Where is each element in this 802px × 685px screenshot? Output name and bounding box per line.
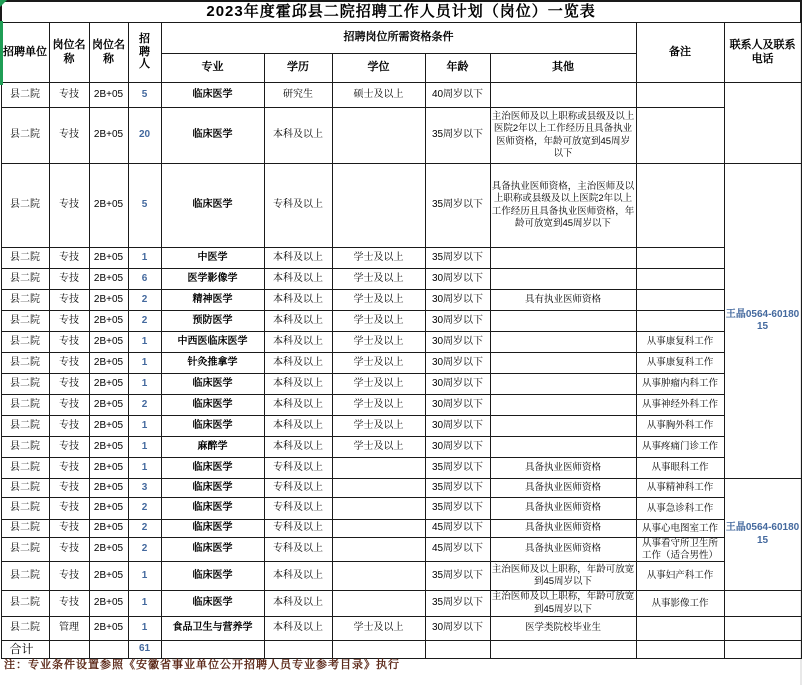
col-header-age: 年龄 xyxy=(425,54,490,83)
table-row xyxy=(1,538,801,562)
cell-post-type: 专技 xyxy=(49,498,89,520)
cell-count: 1 xyxy=(128,374,161,395)
cell-count: 5 xyxy=(128,83,161,108)
total-empty-cell xyxy=(89,640,128,658)
cell-degree: 学士及以上 xyxy=(332,353,425,374)
cell-other: 具备执业医师资格 xyxy=(490,458,636,479)
cell-degree: 学士及以上 xyxy=(332,290,425,311)
cell-education: 本科及以上 xyxy=(264,616,332,640)
cell-major: 临床医学 xyxy=(161,479,264,498)
page-title: 2023年度霍邱县二院招聘工作人员计划（岗位）一览表 xyxy=(1,1,801,23)
cell-post-type: 专技 xyxy=(49,248,89,269)
cell-other: 主治医师及以上职称，年龄可放宽到45周岁以下 xyxy=(491,591,635,615)
cell-other xyxy=(490,395,636,416)
cell-age: 35周岁以下 xyxy=(425,458,490,479)
cell-post-type: 专技 xyxy=(49,353,89,374)
cell-education: 本科及以上 xyxy=(264,108,332,164)
cell-count: 2 xyxy=(128,290,161,311)
cell-major: 麻醉学 xyxy=(161,437,264,458)
col-header-post-name: 岗位名称 xyxy=(49,23,89,83)
cell-education: 研究生 xyxy=(264,83,332,108)
cell-education: 本科及以上 xyxy=(264,591,332,617)
cell-count: 1 xyxy=(128,248,161,269)
table-row xyxy=(1,290,801,311)
table-row xyxy=(1,248,801,269)
cell-unit: 县二院 xyxy=(1,269,49,290)
cell-post-type: 专技 xyxy=(49,164,89,248)
cell-major: 临床医学 xyxy=(161,108,264,164)
cell-remark: 从事眼科工作 xyxy=(636,458,724,479)
cell-major: 临床医学 xyxy=(161,520,264,538)
cell-remark xyxy=(636,248,724,269)
cell-post-code: 2B+05 xyxy=(89,83,128,108)
cell-education: 专科及以上 xyxy=(264,458,332,479)
cell-unit: 县二院 xyxy=(1,498,49,520)
cell-age: 30周岁以下 xyxy=(425,374,490,395)
cell-age: 30周岁以下 xyxy=(425,437,490,458)
cell-other: 具有执业医师资格 xyxy=(490,290,636,311)
cell-count: 2 xyxy=(128,538,161,562)
cell-post-code: 2B+05 xyxy=(89,332,128,353)
cell-major: 临床医学 xyxy=(161,498,264,520)
cell-count: 1 xyxy=(128,562,161,591)
cell-education: 专科及以上 xyxy=(264,164,332,248)
cell-post-type: 专技 xyxy=(49,290,89,311)
cell-age: 30周岁以下 xyxy=(425,332,490,353)
cell-count: 2 xyxy=(128,498,161,520)
cell-post-code: 2B+05 xyxy=(89,562,128,591)
cell-post-code: 2B+05 xyxy=(89,311,128,332)
total-count: 61 xyxy=(128,640,161,658)
cell-unit: 县二院 xyxy=(1,616,49,640)
cell-age: 30周岁以下 xyxy=(425,290,490,311)
cell-remark: 从事肿瘤内科工作 xyxy=(636,374,724,395)
cell-other xyxy=(490,83,636,108)
col-header-unit: 招聘单位 xyxy=(1,23,49,83)
total-empty-cell xyxy=(161,640,264,658)
col-header-degree: 学位 xyxy=(332,54,425,83)
cell-major: 中西医临床医学 xyxy=(161,332,264,353)
cell-unit: 县二院 xyxy=(1,374,49,395)
cell-post-type: 专技 xyxy=(49,374,89,395)
cell-degree xyxy=(332,538,425,562)
cell-post-code: 2B+05 xyxy=(89,616,128,640)
cell-post-type: 专技 xyxy=(49,311,89,332)
cell-major: 食品卫生与营养学 xyxy=(161,616,264,640)
cell-degree xyxy=(332,498,425,520)
cell-other xyxy=(490,269,636,290)
cell-remark: 从事妇产科工作 xyxy=(636,562,724,591)
table-row xyxy=(1,591,801,617)
cell-unit: 县二院 xyxy=(1,290,49,311)
cell-major: 针灸推拿学 xyxy=(161,353,264,374)
cell-education: 本科及以上 xyxy=(264,353,332,374)
cell-other xyxy=(490,332,636,353)
cell-education: 本科及以上 xyxy=(264,395,332,416)
sheet-left-marker xyxy=(0,21,3,85)
cell-remark xyxy=(636,269,724,290)
cell-age: 35周岁以下 xyxy=(425,108,490,164)
col-header-education: 学历 xyxy=(264,54,332,83)
cell-remark: 从事影像工作 xyxy=(636,591,724,617)
cell-count: 6 xyxy=(128,269,161,290)
total-row xyxy=(1,640,801,658)
cell-major: 临床医学 xyxy=(161,416,264,437)
cell-post-type: 专技 xyxy=(49,395,89,416)
cell-count: 1 xyxy=(128,416,161,437)
table-row xyxy=(1,616,801,640)
cell-unit: 县二院 xyxy=(1,332,49,353)
cell-age: 30周岁以下 xyxy=(425,269,490,290)
cell-unit: 县二院 xyxy=(1,311,49,332)
cell-other xyxy=(490,374,636,395)
cell-remark: 从事精神科工作 xyxy=(636,479,724,498)
cell-degree: 学士及以上 xyxy=(332,395,425,416)
cell-post-type: 专技 xyxy=(49,479,89,498)
cell-count: 2 xyxy=(128,311,161,332)
cell-major: 临床医学 xyxy=(161,374,264,395)
cell-other xyxy=(490,248,636,269)
cell-unit: 县二院 xyxy=(1,591,49,617)
cell-post-code: 2B+05 xyxy=(89,498,128,520)
cell-age: 35周岁以下 xyxy=(425,248,490,269)
cell-post-code: 2B+05 xyxy=(89,479,128,498)
cell-major: 临床医学 xyxy=(161,591,264,617)
cell-remark: 从事心电图室工作 xyxy=(636,520,724,538)
total-label: 合计 xyxy=(1,640,49,658)
cell-unit: 县二院 xyxy=(1,416,49,437)
cell-post-code: 2B+05 xyxy=(89,458,128,479)
cell-post-type: 管理 xyxy=(49,616,89,640)
cell-age: 35周岁以下 xyxy=(425,164,490,248)
cell-degree xyxy=(332,458,425,479)
total-empty-cell xyxy=(49,640,89,658)
cell-major: 临床医学 xyxy=(161,538,264,562)
table-row xyxy=(1,311,801,332)
cell-post-type: 专技 xyxy=(49,269,89,290)
col-header-post-code: 岗位名称 xyxy=(89,23,128,83)
cell-education: 本科及以上 xyxy=(264,416,332,437)
cell-remark xyxy=(636,290,724,311)
cell-other: 具备执业医师资格 xyxy=(490,538,636,562)
col-header-qualification-group: 招聘岗位所需资格条件 xyxy=(161,23,636,54)
total-empty-cell xyxy=(425,640,490,658)
cell-post-type: 专技 xyxy=(49,562,89,591)
cell-post-code: 2B+05 xyxy=(89,437,128,458)
cell-age: 30周岁以下 xyxy=(425,353,490,374)
cell-remark: 从事疼痛门诊工作 xyxy=(636,437,724,458)
cell-major: 临床医学 xyxy=(161,83,264,108)
cell-education: 本科及以上 xyxy=(264,248,332,269)
cell-education: 本科及以上 xyxy=(264,374,332,395)
table-row xyxy=(1,479,801,498)
cell-education: 专科及以上 xyxy=(264,498,332,520)
cell-unit: 县二院 xyxy=(1,437,49,458)
cell-age: 45周岁以下 xyxy=(425,538,490,562)
total-empty-cell xyxy=(490,640,636,658)
cell-education: 专科及以上 xyxy=(264,538,332,562)
table-header xyxy=(1,1,801,83)
cell-other: 具备执业医师资格 xyxy=(490,520,636,538)
cell-unit: 县二院 xyxy=(1,479,49,498)
cell-post-type: 专技 xyxy=(49,108,89,164)
table-row xyxy=(1,164,801,248)
cell-major: 临床医学 xyxy=(161,562,264,591)
cell-post-code: 2B+05 xyxy=(89,290,128,311)
cell-post-code: 2B+05 xyxy=(89,248,128,269)
cell-unit: 县二院 xyxy=(1,353,49,374)
cell-post-type: 专技 xyxy=(49,520,89,538)
cell-count: 1 xyxy=(128,353,161,374)
sheet-corner-marker-icon xyxy=(0,0,7,7)
cell-post-code: 2B+05 xyxy=(89,591,128,617)
cell-count: 20 xyxy=(128,108,161,164)
cell-degree: 学士及以上 xyxy=(332,332,425,353)
cell-remark xyxy=(636,311,724,332)
cell-unit: 县二院 xyxy=(1,248,49,269)
cell-unit: 县二院 xyxy=(1,108,49,164)
cell-remark: 从事看守所卫生所工作（适合男性） xyxy=(636,538,724,562)
cell-education: 本科及以上 xyxy=(264,269,332,290)
table-row xyxy=(1,374,801,395)
cell-other xyxy=(490,353,636,374)
total-empty-cell xyxy=(636,640,724,658)
cell-unit: 县二院 xyxy=(1,83,49,108)
cell-other xyxy=(490,311,636,332)
cell-unit: 县二院 xyxy=(1,520,49,538)
cell-education: 本科及以上 xyxy=(264,332,332,353)
cell-degree xyxy=(332,479,425,498)
cell-age: 35周岁以下 xyxy=(425,479,490,498)
cell-major: 临床医学 xyxy=(161,164,264,248)
cell-remark: 从事神经外科工作 xyxy=(636,395,724,416)
cell-degree xyxy=(332,591,425,617)
cell-post-code: 2B+05 xyxy=(89,374,128,395)
cell-age: 30周岁以下 xyxy=(425,616,490,640)
cell-age: 30周岁以下 xyxy=(425,311,490,332)
cell-count: 1 xyxy=(128,437,161,458)
cell-post-type: 专技 xyxy=(49,332,89,353)
cell-contact xyxy=(724,591,801,617)
col-header-contact: 联系人及联系电话 xyxy=(724,23,801,83)
cell-education: 本科及以上 xyxy=(264,290,332,311)
cell-age: 40周岁以下 xyxy=(425,83,490,108)
col-header-count: 招聘人 xyxy=(128,23,161,83)
cell-post-code: 2B+05 xyxy=(89,353,128,374)
table-body xyxy=(1,83,801,641)
cell-count: 2 xyxy=(128,520,161,538)
cell-age: 30周岁以下 xyxy=(425,416,490,437)
cell-other: 主治医师及以上职称，年龄可放宽到45周岁以下 xyxy=(490,562,636,591)
cell-education: 本科及以上 xyxy=(264,311,332,332)
cell-degree: 硕士及以上 xyxy=(332,83,425,108)
cell-remark: 从事康复科工作 xyxy=(636,332,724,353)
cell-major: 中医学 xyxy=(161,248,264,269)
cell-remark xyxy=(636,83,724,108)
cell-unit: 县二院 xyxy=(1,164,49,248)
cell-other xyxy=(490,437,636,458)
table-row xyxy=(1,108,801,164)
cell-education: 本科及以上 xyxy=(264,562,332,591)
cell-post-code: 2B+05 xyxy=(89,520,128,538)
cell-post-code: 2B+05 xyxy=(89,164,128,248)
col-header-remark: 备注 xyxy=(636,23,724,83)
cell-post-type: 专技 xyxy=(49,437,89,458)
cell-major: 医学影像学 xyxy=(161,269,264,290)
cell-remark: 从事急诊科工作 xyxy=(636,498,724,520)
table-row xyxy=(1,353,801,374)
cell-degree xyxy=(332,164,425,248)
cell-count: 1 xyxy=(128,332,161,353)
cell-degree: 学士及以上 xyxy=(332,248,425,269)
cell-degree: 学士及以上 xyxy=(332,416,425,437)
cell-post-type: 专技 xyxy=(49,83,89,108)
cell-major: 预防医学 xyxy=(161,311,264,332)
cell-count: 5 xyxy=(128,164,161,248)
cell-post-type: 专技 xyxy=(49,416,89,437)
cell-age: 35周岁以下 xyxy=(425,562,490,591)
table-row xyxy=(1,332,801,353)
cell-degree xyxy=(332,562,425,591)
table-row xyxy=(1,395,801,416)
cell-other: 医学类院校毕业生 xyxy=(490,616,636,640)
cell-count: 1 xyxy=(128,458,161,479)
cell-post-type: 专技 xyxy=(49,591,89,617)
cell-post-code: 2B+05 xyxy=(89,269,128,290)
cell-degree xyxy=(332,520,425,538)
table-row xyxy=(1,498,801,520)
cell-remark xyxy=(636,616,724,640)
clipped-footnote-text: 注：专业条件设置参照《安徽省事业单位公开招聘人员专业参考目录》执行 xyxy=(4,658,400,671)
cell-degree: 学士及以上 xyxy=(332,437,425,458)
cell-contact xyxy=(724,616,801,640)
cell-post-code: 2B+05 xyxy=(89,416,128,437)
total-empty-cell xyxy=(264,640,332,658)
cell-count: 1 xyxy=(128,591,161,617)
cell-major: 精神医学 xyxy=(161,290,264,311)
cell-count: 1 xyxy=(128,616,161,640)
table-row xyxy=(1,562,801,591)
cell-contact xyxy=(724,83,801,164)
table-row xyxy=(1,269,801,290)
table-row xyxy=(1,83,801,108)
cell-count: 3 xyxy=(128,479,161,498)
cell-degree: 学士及以上 xyxy=(332,269,425,290)
cell-unit: 县二院 xyxy=(1,458,49,479)
cell-age: 35周岁以下 xyxy=(425,591,490,617)
cell-post-type: 专技 xyxy=(49,538,89,562)
cell-remark xyxy=(636,164,724,248)
cell-other: 具备执业医师资格 xyxy=(490,498,636,520)
col-header-major: 专业 xyxy=(161,54,264,83)
cell-other: 主治医师及以上职称或县级及以上医院2年以上工作经历且具备执业医师资格，年龄可放宽到45周岁以下 xyxy=(490,108,636,164)
cell-age: 45周岁以下 xyxy=(425,520,490,538)
table-row xyxy=(1,458,801,479)
cell-degree: 学士及以上 xyxy=(332,311,425,332)
cell-post-code: 2B+05 xyxy=(89,395,128,416)
cell-age: 35周岁以下 xyxy=(425,498,490,520)
cell-remark xyxy=(636,108,724,164)
cell-major: 临床医学 xyxy=(161,395,264,416)
cell-degree: 学士及以上 xyxy=(332,616,425,640)
table-row xyxy=(1,520,801,538)
total-empty-cell xyxy=(332,640,425,658)
cell-education: 专科及以上 xyxy=(264,520,332,538)
cell-other: 具备执业医师资格 xyxy=(490,479,636,498)
total-empty-cell xyxy=(724,640,801,658)
cell-education: 专科及以上 xyxy=(264,479,332,498)
cell-age: 30周岁以下 xyxy=(425,395,490,416)
cell-degree xyxy=(332,108,425,164)
cell-contact: 王晶0564-6018015 xyxy=(724,164,801,479)
cell-count: 2 xyxy=(128,395,161,416)
cell-unit: 县二院 xyxy=(1,562,49,591)
cell-post-type: 专技 xyxy=(49,458,89,479)
cell-other: 具备执业医师资格，主治医师及以上职称或县级及以上医院2年以上工作经历且具备执业医师资格，年龄可放宽到45周岁以下 xyxy=(490,164,636,248)
table-row xyxy=(1,416,801,437)
cell-remark: 从事胸外科工作 xyxy=(636,416,724,437)
cell-other xyxy=(490,416,636,437)
cell-contact: 王晶0564-6018015 xyxy=(724,479,801,591)
cell-post-code: 2B+05 xyxy=(89,108,128,164)
cell-remark: 从事康复科工作 xyxy=(636,353,724,374)
cell-degree: 学士及以上 xyxy=(332,374,425,395)
cell-unit: 县二院 xyxy=(1,395,49,416)
cell-major: 临床医学 xyxy=(161,458,264,479)
col-header-other: 其他 xyxy=(490,54,636,83)
table-row xyxy=(1,437,801,458)
table-footer xyxy=(1,640,801,658)
cell-post-code: 2B+05 xyxy=(89,538,128,562)
cell-unit: 县二院 xyxy=(1,538,49,562)
cell-education: 本科及以上 xyxy=(264,437,332,458)
